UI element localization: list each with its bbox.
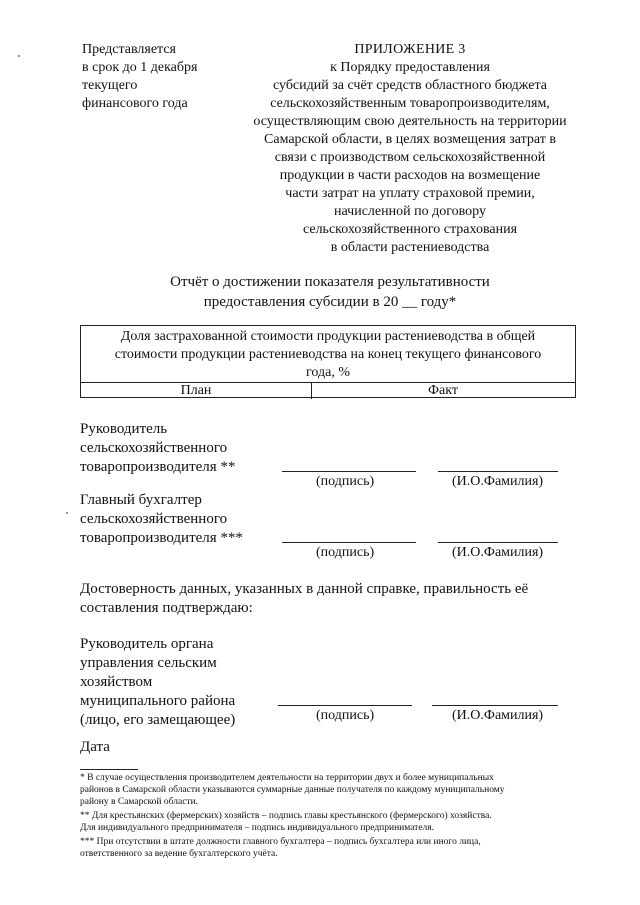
appendix-line: Самарской области, в целях возмещения затрат в xyxy=(264,132,556,147)
appendix-line: в области растениеводства xyxy=(330,240,490,255)
footnote-divider xyxy=(80,769,138,770)
column-fact: Факт xyxy=(427,383,458,398)
signature-caption: (подпись) xyxy=(316,708,375,723)
indicator-table xyxy=(80,325,576,398)
footnote-2 xyxy=(80,810,570,834)
table-row xyxy=(81,382,575,399)
signature-line[interactable] xyxy=(278,705,412,706)
signatory-line: управления сельским xyxy=(80,655,217,671)
signatory-accountant xyxy=(80,491,243,548)
date-label: Дата xyxy=(80,739,110,755)
footnote-line: ответственного за ведение бухгалтерского учёта. xyxy=(80,849,278,859)
footnote-3 xyxy=(80,836,570,860)
signature-line[interactable] xyxy=(282,542,416,543)
report-title-line: Отчёт о достижении показателя результативности xyxy=(170,274,490,290)
appendix-line: к Порядку предоставления xyxy=(330,60,490,75)
name-line[interactable] xyxy=(432,705,558,706)
signature-line[interactable] xyxy=(282,471,416,472)
signatory-line: хозяйством xyxy=(80,674,153,690)
note-line: текущего xyxy=(82,78,138,93)
signature-caption: (подпись) xyxy=(316,474,375,489)
report-title-line: предоставления субсидии в 20 __ году* xyxy=(203,294,457,310)
table-header-line: Доля застрахованной стоимости продукции растениеводства в общей xyxy=(120,329,536,344)
report-title xyxy=(100,272,560,312)
note-line: в срок до 1 декабря xyxy=(82,60,198,75)
appendix-description xyxy=(245,59,575,257)
column-plan: План xyxy=(81,383,312,399)
signatory-line: сельскохозяйственного xyxy=(80,511,228,527)
appendix-line: продукции в части расходов на возмещение xyxy=(279,168,541,183)
table-header-line: стоимости продукции растениеводства на конец текущего финансового xyxy=(114,347,542,362)
note-line: финансового года xyxy=(82,96,188,111)
appendix-title: ПРИЛОЖЕНИЕ 3 xyxy=(354,42,466,57)
name-caption: (И.О.Фамилия) xyxy=(452,474,544,489)
signatory-line: Руководитель органа xyxy=(80,636,214,652)
name-caption: (И.О.Фамилия) xyxy=(452,545,544,560)
signatory-line: Руководитель xyxy=(80,421,168,437)
table-header xyxy=(81,328,575,382)
appendix-line: части затрат на уплату страховой премии, xyxy=(285,186,535,201)
footnote-line: Для индивидуального предпринимателя – подпись индивидуального предпринимателя. xyxy=(80,823,435,833)
signatory-line: муниципального района xyxy=(80,693,236,709)
footnote-line: району в Самарской области. xyxy=(80,797,199,807)
footnote-line: районов в Самарской области указываются суммарные данные получателя по каждому муниципальному xyxy=(80,785,505,795)
appendix-line: осуществляющим свою деятельность на территории xyxy=(253,114,567,129)
footnote-line: *** При отсутствии в штате должности главного бухгалтера – подпись бухгалтера или иного лица, xyxy=(80,837,481,847)
signatory-line: сельскохозяйственного xyxy=(80,440,228,456)
signatory-line: Главный бухгалтер xyxy=(80,492,202,508)
signature-caption: (подпись) xyxy=(316,545,375,560)
appendix-line: сельскохозяйственным товаропроизводителям, xyxy=(270,96,550,111)
note-line: Представляется xyxy=(82,42,176,57)
confirmation-line: Достоверность данных, указанных в данной справке, правильность её xyxy=(80,581,529,597)
confirmation-paragraph xyxy=(80,580,580,618)
signatory-municipal xyxy=(80,635,235,730)
signatory-line: товаропроизводителя *** xyxy=(80,530,243,546)
signatory-line: товаропроизводителя ** xyxy=(80,459,236,475)
name-caption: (И.О.Фамилия) xyxy=(452,708,544,723)
name-line[interactable] xyxy=(438,542,558,543)
footnote-line: * В случае осуществления производителем деятельности на территории двух и более муниципальных xyxy=(80,773,494,783)
appendix-line: начисленной по договору xyxy=(334,204,486,219)
scan-speck xyxy=(66,512,68,514)
appendix-line: сельскохозяйственного страхования xyxy=(302,222,518,237)
name-line[interactable] xyxy=(438,471,558,472)
scan-speck xyxy=(18,55,20,57)
signatory-head xyxy=(80,420,235,477)
footnote-1 xyxy=(80,772,570,808)
signatory-line: (лицо, его замещающее) xyxy=(80,712,236,728)
table-header-line: года, % xyxy=(306,365,350,380)
appendix-line: связи с производством сельскохозяйственной xyxy=(274,150,546,165)
footnote-line: ** Для крестьянских (фермерских) хозяйств – подпись главы крестьянского (фермерского) хозяйства. xyxy=(80,811,492,821)
submission-deadline-note xyxy=(82,41,197,113)
appendix-line: субсидий за счёт средств областного бюджета xyxy=(272,78,548,93)
confirmation-line: составления подтверждаю: xyxy=(80,600,253,616)
